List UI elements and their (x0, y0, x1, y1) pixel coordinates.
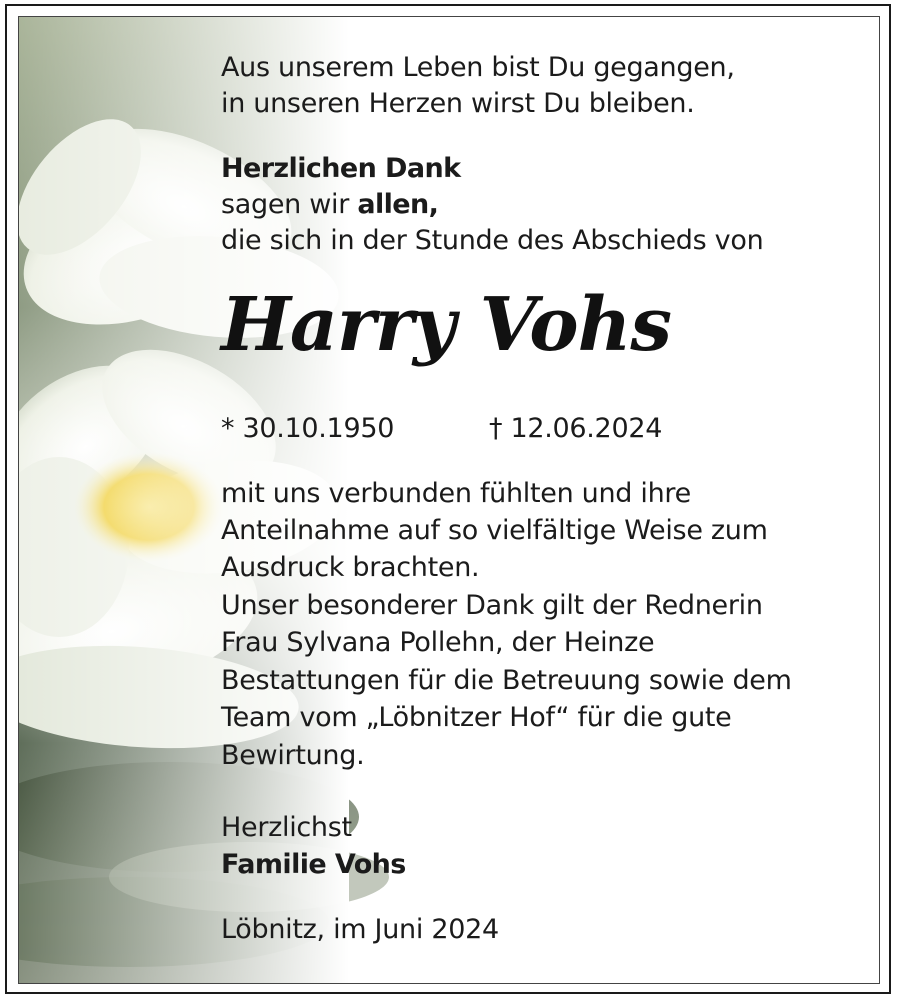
deceased-name: Harry Vohs (221, 282, 672, 368)
closing-place-date: Löbnitz, im Juni 2024 (221, 914, 499, 945)
death-date: † 12.06.2024 (489, 413, 663, 444)
thanks-line-1 (221, 189, 438, 221)
body-line: Frau Sylvana Pollehn, der Heinze (221, 627, 655, 658)
thanks-line-1-prefix: sagen wir (221, 189, 358, 220)
closing-greeting: Herzlichst (221, 812, 352, 843)
body-line: Bewirtung. (221, 740, 365, 771)
notice-text (221, 0, 861, 1000)
thanks-line-2: die sich in der Stunde des Abschieds von (221, 225, 764, 256)
body-line: Unser besonderer Dank gilt der Rednerin (221, 590, 763, 621)
intro-line-1: Aus unserem Leben bist Du gegangen, (221, 52, 735, 83)
body-line: Anteilnahme auf so vielfältige Weise zum (221, 515, 768, 546)
body-line: Ausdruck brachten. (221, 552, 480, 583)
thanks-line-1-bold: allen, (357, 189, 439, 220)
birth-date: * 30.10.1950 (221, 413, 395, 444)
thanks-heading: Herzlichen Dank (221, 153, 461, 184)
closing-family: Familie Vohs (221, 849, 406, 880)
body-line: mit uns verbunden fühlten und ihre (221, 478, 691, 509)
intro-line-2: in unseren Herzen wirst Du bleiben. (221, 88, 695, 119)
body-line: Bestattungen für die Betreuung sowie dem (221, 665, 792, 696)
body-line: Team vom „Löbnitzer Hof“ für die gute (221, 702, 732, 733)
